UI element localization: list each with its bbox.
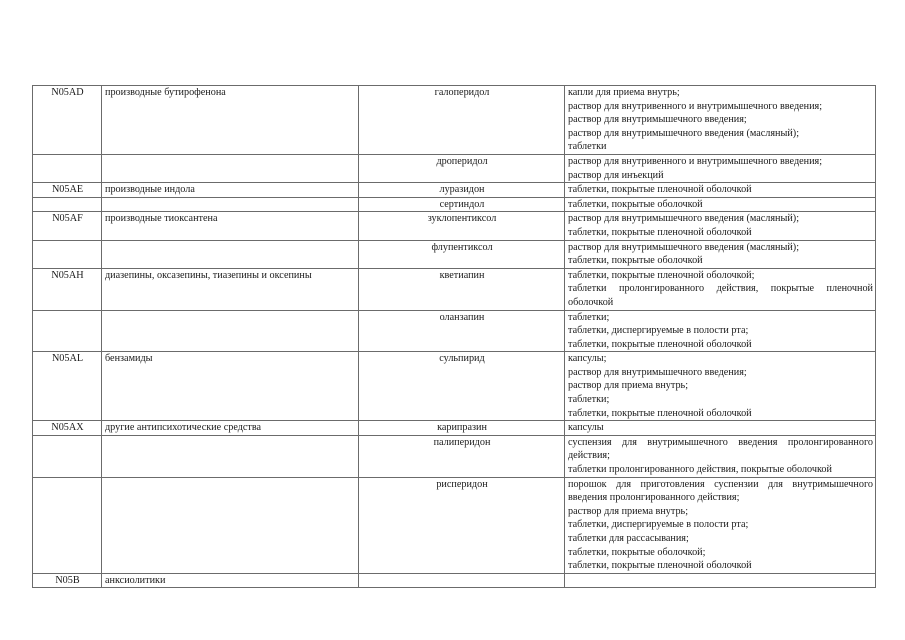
dosage-form-line: таблетки; bbox=[568, 311, 610, 323]
dosage-form-line: таблетки, покрытые пленочной оболочкой bbox=[568, 338, 752, 350]
drug-name-cell: карипразин bbox=[359, 421, 565, 436]
table-row bbox=[33, 477, 876, 573]
dosage-form-line: таблетки; bbox=[568, 394, 610, 406]
dosage-form-line: суспензия для внутримышечного введения пролонгированного действия; bbox=[568, 436, 873, 462]
dosage-form-line: таблетки, диспергируемые в полости рта; bbox=[568, 325, 749, 337]
dosage-form-line: таблетки, покрытые пленочной оболочкой bbox=[568, 407, 752, 419]
atc-code-cell bbox=[33, 197, 102, 212]
table-row bbox=[33, 352, 876, 421]
dosage-form-line: таблетки, покрытые оболочкой; bbox=[568, 546, 706, 558]
pharmacological-group-cell bbox=[102, 154, 359, 182]
dosage-form-line: раствор для приема внутрь; bbox=[568, 505, 689, 517]
drug-name-cell bbox=[359, 573, 565, 588]
dosage-forms-cell bbox=[565, 477, 876, 573]
table-row bbox=[33, 183, 876, 198]
dosage-forms-cell bbox=[565, 421, 876, 436]
table-row bbox=[33, 212, 876, 240]
table-row bbox=[33, 240, 876, 268]
dosage-form-line: раствор для внутримышечного введения (масляный); bbox=[568, 241, 800, 253]
table-row bbox=[33, 197, 876, 212]
drug-name-cell: палиперидон bbox=[359, 435, 565, 477]
dosage-form-line: таблетки bbox=[568, 141, 607, 153]
dosage-form-line: раствор для внутримышечного введения; bbox=[568, 366, 747, 378]
dosage-forms-cell bbox=[565, 197, 876, 212]
atc-code-cell: N05AH bbox=[33, 268, 102, 310]
pharmacological-group-cell bbox=[102, 435, 359, 477]
dosage-form-line: раствор для внутримышечного введения (масляный); bbox=[568, 127, 800, 139]
dosage-form-line: раствор для приема внутрь; bbox=[568, 380, 689, 392]
atc-code-cell bbox=[33, 310, 102, 352]
dosage-forms-cell bbox=[565, 268, 876, 310]
atc-code-cell: N05AE bbox=[33, 183, 102, 198]
drug-name-cell: дроперидол bbox=[359, 154, 565, 182]
drug-name-cell: сульпирид bbox=[359, 352, 565, 421]
drug-name-cell: сертиндол bbox=[359, 197, 565, 212]
table-row bbox=[33, 573, 876, 588]
drug-name-cell: рисперидон bbox=[359, 477, 565, 573]
dosage-forms-cell bbox=[565, 183, 876, 198]
atc-code-cell: N05AD bbox=[33, 86, 102, 155]
document-table-container bbox=[32, 85, 875, 588]
dosage-form-line: таблетки, покрытые пленочной оболочкой; bbox=[568, 269, 755, 281]
dosage-form-line: капсулы; bbox=[568, 353, 607, 365]
pharmacological-group-cell: производные бутирофенона bbox=[102, 86, 359, 155]
table-row bbox=[33, 154, 876, 182]
pharmacological-group-cell: диазепины, оксазепины, тиазепины и оксепины bbox=[102, 268, 359, 310]
table-row bbox=[33, 435, 876, 477]
pharmacological-group-cell: бензамиды bbox=[102, 352, 359, 421]
atc-code-cell bbox=[33, 154, 102, 182]
atc-code-cell: N05AX bbox=[33, 421, 102, 436]
atc-code-cell: N05AL bbox=[33, 352, 102, 421]
dosage-form-line: капли для приема внутрь; bbox=[568, 87, 680, 98]
dosage-form-line: раствор для внутримышечного введения; bbox=[568, 114, 747, 126]
dosage-form-line: таблетки, покрытые оболочкой bbox=[568, 255, 703, 267]
dosage-forms-cell bbox=[565, 310, 876, 352]
dosage-form-line: раствор для внутривенного и внутримышечного введения; bbox=[568, 155, 823, 167]
dosage-form-line: раствор для внутримышечного введения (масляный); bbox=[568, 213, 800, 225]
pharmacological-group-cell bbox=[102, 197, 359, 212]
dosage-form-line: раствор для внутривенного и внутримышечного введения; bbox=[568, 100, 823, 112]
dosage-form-line: таблетки пролонгированного действия, покрытые оболочкой bbox=[568, 464, 832, 476]
dosage-form-line: таблетки, покрытые пленочной оболочкой bbox=[568, 226, 752, 238]
pharmacological-group-cell bbox=[102, 310, 359, 352]
dosage-form-line: таблетки пролонгированного действия, покрытые пленочной оболочкой bbox=[568, 283, 873, 308]
dosage-form-line: таблетки, покрытые оболочкой bbox=[568, 198, 703, 210]
table-row bbox=[33, 86, 876, 155]
dosage-forms-cell bbox=[565, 352, 876, 421]
dosage-form-line: таблетки, диспергируемые в полости рта; bbox=[568, 519, 749, 531]
dosage-form-line: таблетки, покрытые пленочной оболочкой bbox=[568, 560, 752, 572]
table-row bbox=[33, 268, 876, 310]
drug-name-cell: галоперидол bbox=[359, 86, 565, 155]
dosage-forms-cell bbox=[565, 435, 876, 477]
pharmacological-group-cell bbox=[102, 240, 359, 268]
drug-name-cell: луразидон bbox=[359, 183, 565, 198]
dosage-form-line: капсулы bbox=[568, 422, 604, 434]
dosage-form-line: порошок для приготовления суспензии для внутримышечного введения пролонгированного действия; bbox=[568, 478, 873, 504]
dosage-forms-cell bbox=[565, 154, 876, 182]
drug-name-cell: оланзапин bbox=[359, 310, 565, 352]
pharmacological-group-cell bbox=[102, 477, 359, 573]
dosage-forms-cell bbox=[565, 240, 876, 268]
drug-name-cell: зуклопентиксол bbox=[359, 212, 565, 240]
pharmacological-group-cell: другие антипсихотические средства bbox=[102, 421, 359, 436]
table-body bbox=[33, 86, 876, 588]
atc-code-cell: N05AF bbox=[33, 212, 102, 240]
dosage-form-line: таблетки, покрытые пленочной оболочкой bbox=[568, 184, 752, 196]
drug-name-cell: кветиапин bbox=[359, 268, 565, 310]
atc-code-cell bbox=[33, 477, 102, 573]
atc-code-cell bbox=[33, 240, 102, 268]
dosage-forms-cell bbox=[565, 86, 876, 155]
dosage-form-line: раствор для инъекций bbox=[568, 169, 664, 181]
drug-classification-table bbox=[32, 85, 876, 588]
pharmacological-group-cell: производные индола bbox=[102, 183, 359, 198]
table-row bbox=[33, 310, 876, 352]
dosage-forms-cell bbox=[565, 573, 876, 588]
pharmacological-group-cell: анксиолитики bbox=[102, 573, 359, 588]
atc-code-cell bbox=[33, 435, 102, 477]
pharmacological-group-cell: производные тиоксантена bbox=[102, 212, 359, 240]
atc-code-cell: N05B bbox=[33, 573, 102, 588]
dosage-form-line: таблетки для рассасывания; bbox=[568, 533, 689, 544]
drug-name-cell: флупентиксол bbox=[359, 240, 565, 268]
table-row bbox=[33, 421, 876, 436]
dosage-forms-cell bbox=[565, 212, 876, 240]
